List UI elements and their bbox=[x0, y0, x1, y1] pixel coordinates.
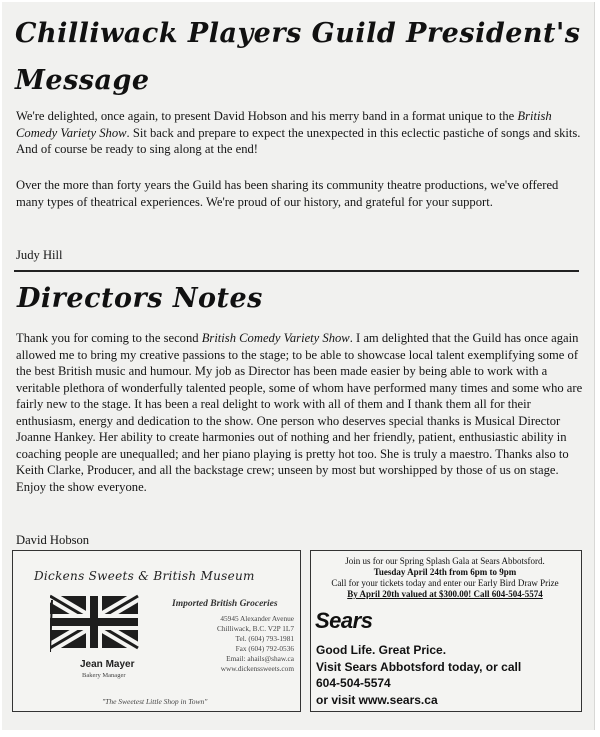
email-line: Email: ahails@shaw.ca bbox=[226, 654, 294, 663]
sears-ad-text bbox=[316, 642, 521, 708]
sears-logo: Sears bbox=[315, 608, 373, 633]
contact-name: Jean Mayer bbox=[80, 659, 135, 670]
gala-line: Join us for our Spring Splash Gala at Sears Abbotsford. bbox=[345, 556, 545, 566]
presidents-message-paragraph-1: We're delighted, once again, to present David Hobson and his merry band in a format unique to the British Comedy Variety Show. Sit back and prepare to expect the unexpected in this eclectic pastiche of songs and skits. And of course be ready to sing along at the end! bbox=[16, 109, 581, 156]
phone-line: Tel. (604) 793-1981 bbox=[235, 634, 294, 643]
directors-notes-paragraph: Thank you for coming to the second British Comedy Variety Show. I am delighted that the Guild has once again allowed me to bring my creative passions to the stage; to be able to showcase local talent exemplifying some of the best British music and humour. My job as Director has been made easier by being able to work with a veritable plethora of wonderfully talented people, some of whom have performed many times and some who are fairly new to the stage. It has been a real delight to work with all of them and I thank them all for their enthusiasm, energy and dedication to the show. One person who deserves special thanks is Musical Director Joanne Hankey. Her ability to create harmonies out of nothing and her friendly, patient, enthusiastic ability in coaching people are unequalled; and her piano playing is pretty hot too. She is truly a maestro. Thanks also to Keith Clarke, Producer, and all the backstage crew; unseen by most but worshipped by those of us on stage. Enjoy the show everyone. bbox=[16, 331, 583, 494]
gala-line: By April 20th valued at $300.00! Call 604-504-5574 bbox=[347, 589, 543, 599]
sears-website: or visit www.sears.ca bbox=[316, 692, 438, 707]
dickens-tagline: "The Sweetest Little Shop in Town" bbox=[102, 697, 208, 706]
gala-line: Tuesday April 24th from 6pm to 9pm bbox=[373, 567, 517, 577]
directors-notes-title: Directors Notes bbox=[17, 283, 263, 314]
imported-groceries-label: Imported British Groceries bbox=[172, 599, 278, 609]
sears-slogan: Good Life. Great Price. bbox=[316, 643, 447, 657]
dickens-address-block bbox=[156, 614, 294, 674]
directors-signature: David Hobson bbox=[16, 533, 90, 547]
presidents-signature: Judy Hill bbox=[16, 248, 63, 262]
section-divider bbox=[14, 270, 579, 272]
sears-phone: 604-504-5574 bbox=[316, 676, 391, 690]
show-title-italic: British Comedy Variety Show bbox=[16, 109, 552, 140]
gala-line: Call for your tickets today and enter our Early Bird Draw Prize bbox=[331, 578, 559, 588]
website-line: www.dickenssweets.com bbox=[220, 664, 294, 673]
address-line: Chilliwack, B.C. V2P 1L7 bbox=[216, 624, 294, 633]
union-jack-flag-icon bbox=[50, 590, 142, 652]
presidents-message-paragraph-2: Over the more than forty years the Guild has been sharing its community theatre productions, we've offered many types of theatrical experiences. We're proud of our history, and grateful for your support. bbox=[16, 178, 559, 209]
presidents-message-title: Chilliwack Players Guild President's bbox=[15, 18, 581, 49]
dickens-ad-title: Dickens Sweets & British Museum bbox=[34, 569, 255, 583]
contact-role: Bakery Manager bbox=[82, 672, 126, 679]
fax-line: Fax (604) 792-0536 bbox=[235, 644, 294, 653]
sears-visit-line: Visit Sears Abbotsford today, or call bbox=[316, 659, 522, 674]
presidents-message-title-line2: Message bbox=[15, 65, 150, 96]
gala-announcement bbox=[313, 556, 577, 600]
show-title-italic: British Comedy Variety Show bbox=[201, 331, 350, 345]
address-line: 45945 Alexander Avenue bbox=[220, 614, 294, 623]
